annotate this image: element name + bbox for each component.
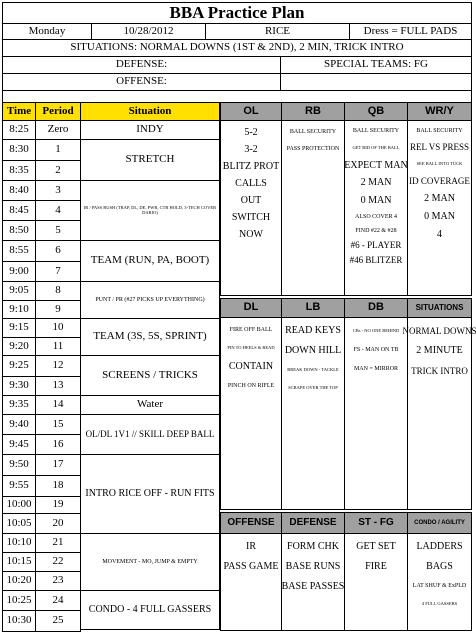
db-header: DB xyxy=(344,298,408,318)
dl-note: FIRE OFF BALL xyxy=(229,327,273,333)
offense-note: PASS GAME xyxy=(223,561,279,572)
period-cell: 25 xyxy=(35,610,81,632)
situation-note: 2 MINUTE xyxy=(416,345,463,356)
qb-header: QB xyxy=(344,102,408,121)
qb-note: FIND #22 & #28 xyxy=(355,228,397,234)
time-cell: 9:50 xyxy=(2,454,36,476)
period-cell: 4 xyxy=(35,200,81,221)
defense-note: FORM CHK xyxy=(287,541,339,552)
situation-note: TRICK INTRO xyxy=(411,366,468,376)
db-note: FS - MAN ON TB xyxy=(353,347,399,353)
period-cell: 12 xyxy=(35,355,81,377)
time-cell: 9:40 xyxy=(2,414,36,435)
dl-note: CONTAIN xyxy=(228,361,274,372)
period-cell: 10 xyxy=(35,318,81,338)
wr-y-notes xyxy=(407,120,472,296)
date-cell: 10/28/2012 xyxy=(91,23,206,40)
qb-note: #46 BLITZER xyxy=(349,255,403,265)
period-cell: 19 xyxy=(35,496,81,514)
time-cell: 9:05 xyxy=(2,281,36,301)
page-title: BBA Practice Plan xyxy=(2,2,472,24)
qb-note: EXPECT MAN xyxy=(344,160,408,171)
situation-cell: SCREENS / TRICKS xyxy=(80,355,220,396)
offense-header: OFFENSE xyxy=(220,512,282,534)
time-cell: 9:55 xyxy=(2,475,36,497)
situation-note: NORMAL DOWNS xyxy=(402,326,476,336)
time-cell: 10:20 xyxy=(2,571,36,591)
time-cell: 9:00 xyxy=(2,261,36,282)
db-note: MAN = MIRROR xyxy=(353,366,399,372)
wr-note: 4 xyxy=(437,229,442,240)
time-cell: 9:10 xyxy=(2,300,36,319)
defense-header: DEFENSE xyxy=(281,512,345,534)
time-cell: 9:35 xyxy=(2,395,36,415)
lb-note: DOWN HILL xyxy=(284,345,342,356)
wr-y-header: WR/Y xyxy=(407,102,472,121)
qb-note: ALSO COVER 4 xyxy=(354,214,397,220)
time-cell: 8:35 xyxy=(2,160,36,181)
ol-note: CALLS xyxy=(235,178,267,189)
time-cell: 9:25 xyxy=(2,355,36,377)
time-cell: 10:15 xyxy=(2,552,36,572)
situation-cell: INDY xyxy=(80,120,220,140)
lb-note: BREAK DOWN - TACKLE xyxy=(287,367,339,372)
time-cell: 10:05 xyxy=(2,513,36,534)
rb-note: BALL SECURITY xyxy=(289,129,337,135)
period-cell: 17 xyxy=(35,454,81,476)
situation-cell: CONDO - 4 FULL GASSERS xyxy=(80,590,220,630)
situation-cell: PUNT / PR (#27 PICKS UP EVERYTHING) xyxy=(80,281,220,319)
period-cell: 14 xyxy=(35,395,81,415)
ol-note: BLITZ PROT xyxy=(222,161,280,172)
qb-note: 2 MAN xyxy=(360,177,392,188)
period-cell: 2 xyxy=(35,160,81,181)
defense-line: DEFENSE: xyxy=(2,56,281,74)
situation-header: Situation xyxy=(80,102,220,121)
situation-cell: TEAM (RUN, PA, BOOT) xyxy=(80,240,220,282)
time-cell: 9:15 xyxy=(2,318,36,338)
period-cell: 1 xyxy=(35,139,81,161)
period-cell: 20 xyxy=(35,513,81,534)
lb-header: LB xyxy=(281,298,345,318)
time-cell: 8:25 xyxy=(2,120,36,140)
condo-note: 4 FULL GASSERS xyxy=(421,601,458,606)
time-cell: 9:20 xyxy=(2,337,36,356)
ol-note: NOW xyxy=(239,229,263,240)
ol-note: 3-2 xyxy=(244,144,258,155)
qb-note: GET RID OF THE BALL xyxy=(352,145,400,150)
ol-notes xyxy=(220,120,282,296)
db-note: CBs - NO ONE BEHIND xyxy=(352,328,400,333)
defense-note: BASE RUNS xyxy=(285,561,341,572)
ol-header: OL xyxy=(220,102,282,121)
wr-note: ID COVERAGE xyxy=(409,176,470,186)
time-cell: 8:40 xyxy=(2,180,36,201)
qb-note: BALL SECURITY xyxy=(352,128,400,134)
dl-notes xyxy=(220,317,282,510)
period-cell: 9 xyxy=(35,300,81,319)
period-cell: 16 xyxy=(35,434,81,455)
period-cell: 5 xyxy=(35,220,81,241)
situation-cell: STRETCH xyxy=(80,139,220,181)
defense-notes xyxy=(281,533,345,631)
situation-notes xyxy=(402,317,476,510)
period-cell: 7 xyxy=(35,261,81,282)
offense-note: IR xyxy=(246,541,256,552)
wr-note: REL VS PRESS xyxy=(409,142,470,152)
dress-cell: Dress = FULL PADS xyxy=(349,23,472,40)
st-note: GET SET xyxy=(356,541,396,552)
period-cell: 18 xyxy=(35,475,81,497)
st-fg-notes xyxy=(344,533,408,631)
rb-header: RB xyxy=(281,102,345,121)
ol-note: SWITCH xyxy=(231,212,271,223)
spacer-row xyxy=(2,90,472,102)
period-cell: 22 xyxy=(35,552,81,572)
period-header: Period xyxy=(35,102,81,121)
wr-note: 0 MAN xyxy=(424,211,455,222)
ol-note: OUT xyxy=(240,195,262,206)
time-cell: 9:30 xyxy=(2,376,36,396)
st-fg-header: ST - FG xyxy=(344,512,408,534)
condo-note: LAT SHUF & ExPLD xyxy=(412,583,467,589)
situations-header: SITUATIONS xyxy=(407,298,472,318)
period-cell: 11 xyxy=(35,337,81,356)
rb-note: PASS PROTECTION xyxy=(286,146,340,152)
offense-line: OFFENSE: xyxy=(2,73,281,91)
period-cell: 8 xyxy=(35,281,81,301)
period-cell: 13 xyxy=(35,376,81,396)
situations-banner: SITUATIONS: NORMAL DOWNS (1ST & 2ND), 2 MIN, TRICK INTRO xyxy=(2,39,472,57)
time-cell: 10:25 xyxy=(2,590,36,611)
lb-note: SCRAPE OVER THE TOP xyxy=(288,385,338,390)
dl-header: DL xyxy=(220,298,282,318)
time-cell: 10:10 xyxy=(2,533,36,553)
opponent-cell: RICE xyxy=(205,23,350,40)
offense-notes xyxy=(220,533,282,631)
period-cell: 6 xyxy=(35,240,81,262)
special-teams-line: SPECIAL TEAMS: FG xyxy=(280,56,472,74)
time-cell: 8:30 xyxy=(2,139,36,161)
condo-notes xyxy=(407,533,472,631)
time-cell: 8:50 xyxy=(2,220,36,241)
period-cell: 3 xyxy=(35,180,81,201)
wr-note: 2 MAN xyxy=(424,193,455,204)
situation-cell: TEAM (3S, 5S, SPRINT) xyxy=(80,318,220,356)
period-cell: Zero xyxy=(35,120,81,140)
rb-notes xyxy=(281,120,345,296)
period-cell: 24 xyxy=(35,590,81,611)
situation-cell: INTRO RICE OFF - RUN FITS xyxy=(80,454,220,534)
wr-note: SEE BALL INTO TUCK xyxy=(416,161,463,166)
db-notes xyxy=(344,317,408,510)
situation-cell: OL/DL 1V1 // SKILL DEEP BALL xyxy=(80,414,220,455)
time-cell: 8:55 xyxy=(2,240,36,262)
time-header: Time xyxy=(2,102,36,121)
qb-notes xyxy=(344,120,408,296)
time-cell: 10:00 xyxy=(2,496,36,514)
day-cell: Monday xyxy=(2,23,92,40)
condo-note: LADDERS xyxy=(416,541,463,552)
qb-note: #6 - PLAYER xyxy=(350,240,402,250)
situation-cell: MOVEMENT - MO, JUMP & EMPTY xyxy=(80,533,220,591)
ol-note: 5-2 xyxy=(244,127,258,138)
period-cell: 15 xyxy=(35,414,81,435)
period-cell: 21 xyxy=(35,533,81,553)
wr-note: BALL SECURITY xyxy=(416,128,463,134)
time-cell: 9:45 xyxy=(2,434,36,455)
lb-note: READ KEYS xyxy=(285,325,341,336)
period-cell: 23 xyxy=(35,571,81,591)
blank-cell xyxy=(280,73,472,91)
condo-agility-header: CONDO / AGILITY xyxy=(407,512,472,534)
qb-note: 0 MAN xyxy=(360,195,392,206)
situation-cell: Water xyxy=(80,395,220,415)
st-note: FIRE xyxy=(365,561,387,572)
dl-note: PIN TO HEELS & READ xyxy=(227,345,275,350)
condo-note: BAGS xyxy=(426,561,453,572)
dl-note: PINCH ON RIFLE xyxy=(227,383,275,389)
lb-notes xyxy=(281,317,345,510)
time-cell: 10:30 xyxy=(2,610,36,632)
defense-note: BASE PASSES xyxy=(281,581,345,592)
situation-cell: IR / PASS RUSH (TRAP, DL, DE, PWR, CTR HOLD, 3-TECH COVER DARIO) xyxy=(80,180,220,241)
time-cell: 8:45 xyxy=(2,200,36,221)
